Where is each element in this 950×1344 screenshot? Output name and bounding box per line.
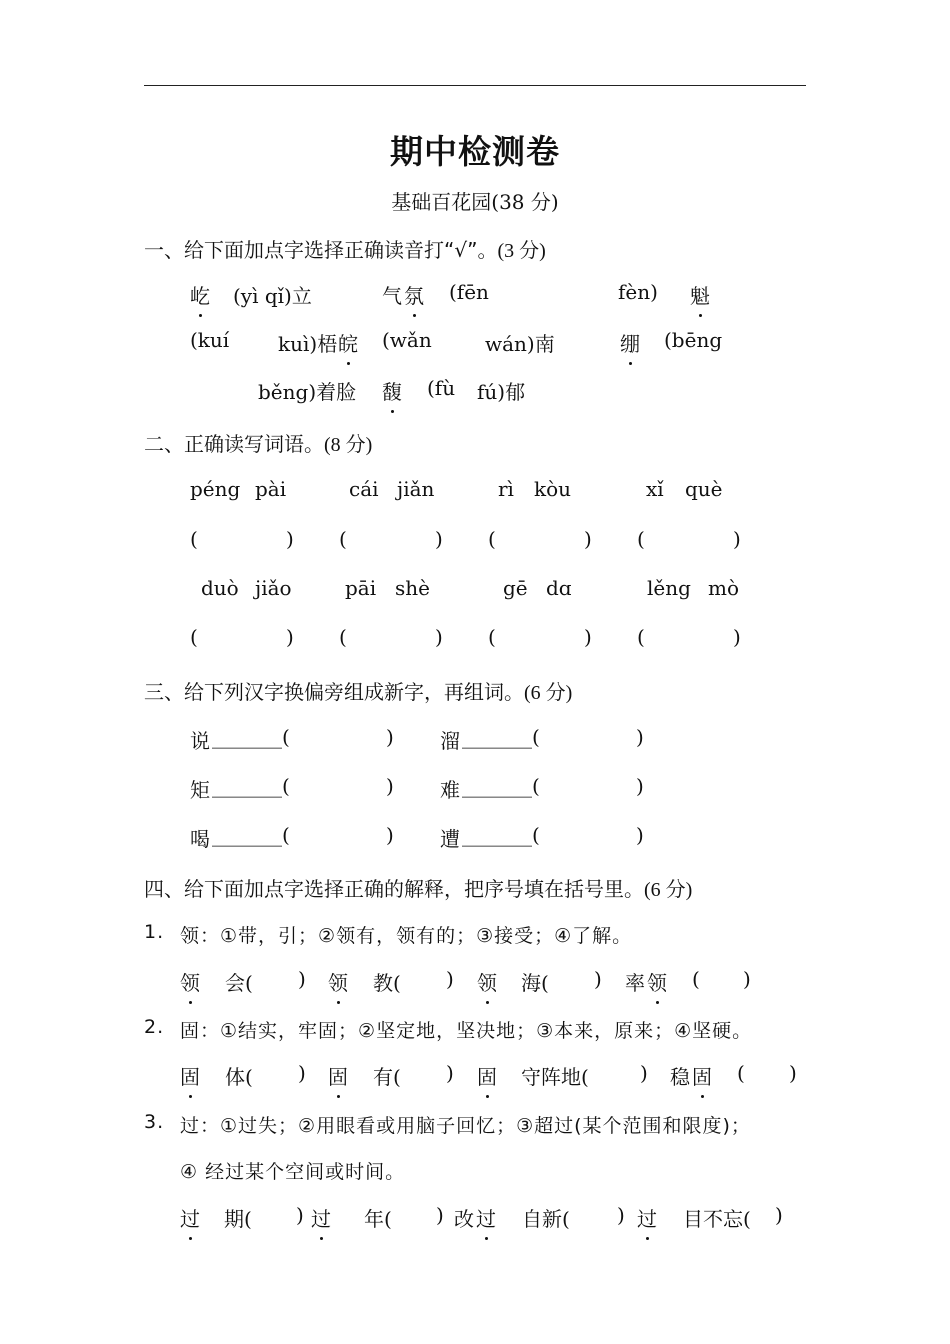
page-title: 期中检测卷: [390, 132, 560, 171]
s3-char: 说: [190, 729, 210, 753]
answer-close: ): [286, 527, 294, 551]
s1-text: (kuí: [190, 328, 230, 352]
top-rule: [144, 85, 806, 86]
q1-text: 海(: [521, 971, 549, 995]
q1-char: 领: [477, 967, 497, 996]
pinyin: mò: [708, 576, 740, 600]
pinyin: xǐ: [646, 477, 664, 501]
s1-char: 屹: [190, 280, 210, 309]
s1-char: 氛: [404, 280, 424, 309]
pinyin: cái: [349, 477, 379, 501]
section-3-heading-text: 三、给下列汉字换偏旁组成新字，再组词。: [144, 680, 524, 704]
section-1-heading: [144, 234, 546, 263]
s1-text: fú)郁: [477, 380, 526, 404]
answer-close: ): [733, 625, 741, 649]
pinyin: kòu: [534, 477, 572, 501]
answer-open: (: [637, 625, 645, 649]
q2-text: 稳: [670, 1065, 690, 1089]
s3-char: 喝: [190, 827, 210, 851]
s1-text: kuì)梧: [278, 332, 338, 356]
q3-char: 过: [311, 1203, 331, 1232]
q2-char: 固: [692, 1061, 712, 1090]
q1-char: 领: [647, 967, 667, 996]
q3-number: 3.: [144, 1111, 165, 1133]
pinyin: pài: [255, 477, 287, 501]
section-1-score: (3 分): [497, 240, 546, 262]
answer-open: (: [488, 625, 496, 649]
section-3-score: (6 分): [524, 682, 573, 704]
s1-char: 魁: [690, 280, 710, 309]
s1-char: 皖: [338, 328, 358, 357]
answer-close: ): [435, 527, 443, 551]
answer-close: ): [733, 527, 741, 551]
answer-close: ): [286, 625, 294, 649]
pinyin: shè: [395, 576, 430, 600]
q3-text: ): [617, 1203, 625, 1227]
s1-text: (fù: [427, 376, 456, 400]
q3-definition: 过：①过失；②用眼看或用脑子回忆；③超过(某个范围和限度)；: [180, 1115, 751, 1137]
s3-blank: _______(: [462, 774, 540, 798]
section-2-heading-text: 二、正确读写词语。: [144, 432, 324, 456]
s3-char: 难: [440, 778, 460, 802]
s3-char: 矩: [190, 778, 210, 802]
s1-text: (fēn: [449, 280, 489, 304]
q1-text: 会(: [225, 971, 253, 995]
s1-text: (yì qǐ)立: [233, 284, 312, 308]
pinyin: jiǎo: [255, 576, 292, 600]
q3-text: 年(: [364, 1207, 392, 1231]
q1-text: ): [594, 967, 602, 991]
q2-number: 2.: [144, 1016, 165, 1038]
q3-text: 目不忘(: [683, 1207, 751, 1231]
s3-close: ): [386, 823, 394, 847]
s3-close: ): [386, 774, 394, 798]
q1-char: 领: [328, 967, 348, 996]
answer-open: (: [190, 527, 198, 551]
q3-char: 过: [180, 1203, 200, 1232]
q3-text: ): [775, 1203, 783, 1227]
q3-definition-cont: ④ 经过某个空间或时间。: [180, 1161, 406, 1183]
answer-close: ): [584, 625, 592, 649]
q2-text: ): [446, 1061, 454, 1085]
s3-close: ): [636, 774, 644, 798]
s3-close: ): [386, 725, 394, 749]
pinyin: lěng: [647, 576, 691, 600]
q3-text: ): [296, 1203, 304, 1227]
answer-close: ): [435, 625, 443, 649]
pinyin: duò: [201, 576, 239, 600]
q1-text: ): [298, 967, 306, 991]
section-4-score: (6 分): [644, 879, 693, 901]
q3-text: 改: [454, 1207, 474, 1231]
answer-open: (: [339, 527, 347, 551]
s1-char: 馥: [382, 376, 402, 405]
s3-char: 溜: [440, 729, 460, 753]
answer-open: (: [637, 527, 645, 551]
q1-definition: 领：①带，引；②领有，领有的；③接受；④了解。: [180, 925, 633, 947]
q1-text: ): [743, 967, 751, 991]
q3-text: 自新(: [522, 1207, 570, 1231]
pinyin: rì: [498, 477, 514, 501]
q1-text: (: [692, 967, 700, 991]
section-2-score: (8 分): [324, 434, 373, 456]
q2-definition: 固：①结实，牢固；②坚定地，坚决地；③本来，原来；④坚硬。: [180, 1020, 753, 1042]
section-4-heading: [144, 873, 692, 902]
s1-text: běng)着脸: [258, 380, 357, 404]
s1-text: 气: [382, 284, 402, 308]
q2-char: 固: [180, 1061, 200, 1090]
q3-char: 过: [637, 1203, 657, 1232]
q1-char: 领: [180, 967, 200, 996]
section-3-heading: [144, 676, 572, 705]
q2-text: ): [298, 1061, 306, 1085]
q2-text: 体(: [225, 1065, 253, 1089]
q2-text: (: [737, 1061, 745, 1085]
q2-text: 有(: [373, 1065, 401, 1089]
pinyin: dɑ: [546, 576, 572, 600]
q3-char: 过: [476, 1203, 496, 1232]
s1-text: fèn): [618, 280, 658, 304]
q2-text: 守阵地(: [521, 1065, 589, 1089]
s3-blank: _______(: [462, 823, 540, 847]
pinyin: péng: [190, 477, 241, 501]
q3-text: ): [436, 1203, 444, 1227]
section-1-heading-text: 一、给下面加点字选择正确读音打“√”。: [144, 238, 498, 262]
s3-close: ): [636, 823, 644, 847]
s3-char: 遭: [440, 827, 460, 851]
page-subtitle: 基础百花园(38 分): [391, 190, 559, 214]
s3-blank: _______(: [212, 725, 290, 749]
s1-char: 绷: [620, 328, 640, 357]
s3-blank: _______(: [212, 823, 290, 847]
section-2-heading: [144, 428, 372, 457]
q1-text: ): [446, 967, 454, 991]
section-4-heading-text: 四、给下面加点字选择正确的解释，把序号填在括号里。: [144, 877, 644, 901]
answer-close: ): [584, 527, 592, 551]
pinyin: què: [685, 477, 723, 501]
q1-text: 率: [625, 971, 645, 995]
q3-text: 期(: [224, 1207, 252, 1231]
s3-blank: _______(: [462, 725, 540, 749]
q2-text: ): [789, 1061, 797, 1085]
s3-close: ): [636, 725, 644, 749]
pinyin: pāi: [345, 576, 377, 600]
q2-text: ): [640, 1061, 648, 1085]
q1-number: 1.: [144, 921, 165, 943]
answer-open: (: [190, 625, 198, 649]
q1-text: 教(: [373, 971, 401, 995]
s3-blank: _______(: [212, 774, 290, 798]
s1-text: wán)南: [485, 332, 555, 356]
answer-open: (: [488, 527, 496, 551]
pinyin: gē: [503, 576, 528, 600]
q2-char: 固: [328, 1061, 348, 1090]
q2-char: 固: [477, 1061, 497, 1090]
s1-text: (wǎn: [382, 328, 432, 352]
s1-text: (bēng: [664, 328, 723, 352]
pinyin: jiǎn: [397, 477, 435, 501]
answer-open: (: [339, 625, 347, 649]
